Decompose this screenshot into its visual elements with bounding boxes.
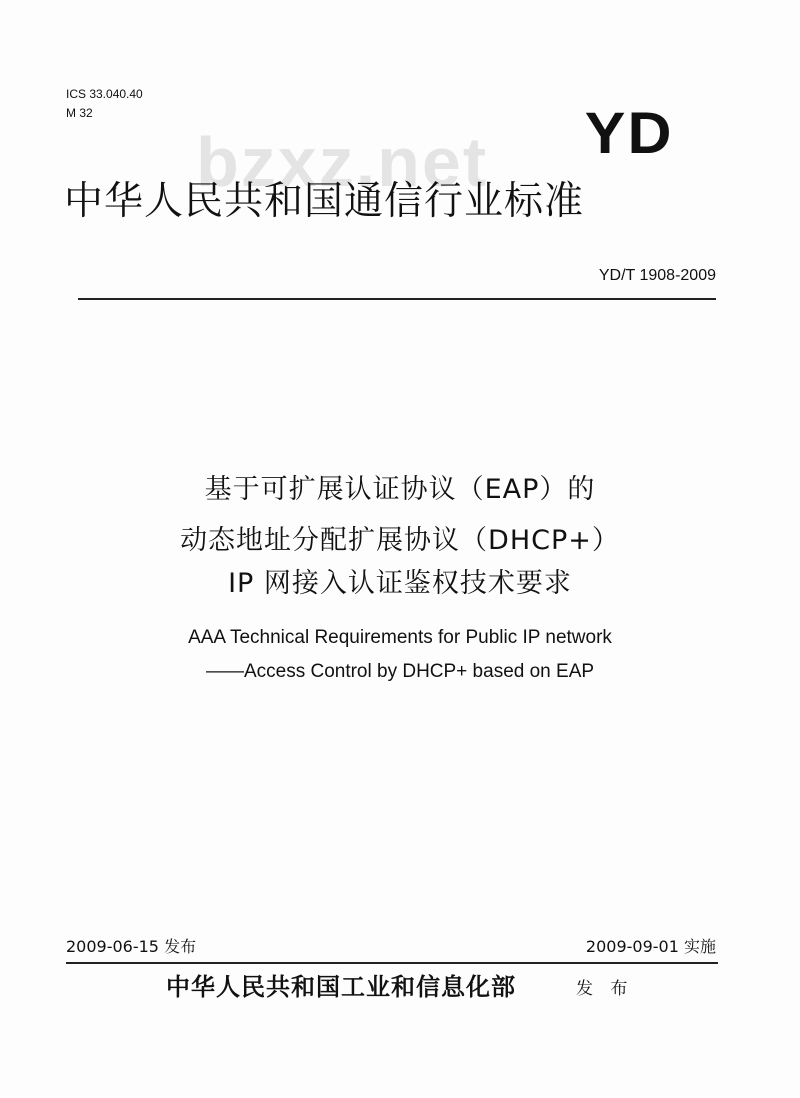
document-title-en-line-2: ——Access Control by DHCP+ based on EAP (205, 661, 595, 682)
brand-logo: YD (585, 101, 674, 166)
standard-title: 中华人民共和国通信行业标准 (64, 179, 585, 224)
watermark: bzxz.net (196, 123, 489, 201)
top-divider (78, 298, 716, 300)
publisher-name: 中华人民共和国工业和信息化部 (166, 972, 516, 1001)
publish-label: 发 布 (576, 979, 634, 999)
ics-code: ICS 33.040.40 (66, 87, 143, 101)
document-title-cn-line-2: 动态地址分配扩展协议（DHCP+） (180, 525, 620, 556)
document-title-cn-line-3: IP 网接入认证鉴权技术要求 (228, 568, 572, 599)
issue-date: 2009-06-15 发布 (66, 937, 197, 956)
document-title-en-line-1: AAA Technical Requirements for Public IP network (188, 627, 612, 648)
standard-number: YD/T 1908-2009 (598, 267, 716, 284)
implementation-date: 2009-09-01 实施 (585, 937, 716, 956)
classification-code: M 32 (66, 106, 93, 120)
bottom-divider (66, 962, 718, 964)
document-title-cn-line-1: 基于可扩展认证协议（EAP）的 (204, 474, 596, 505)
